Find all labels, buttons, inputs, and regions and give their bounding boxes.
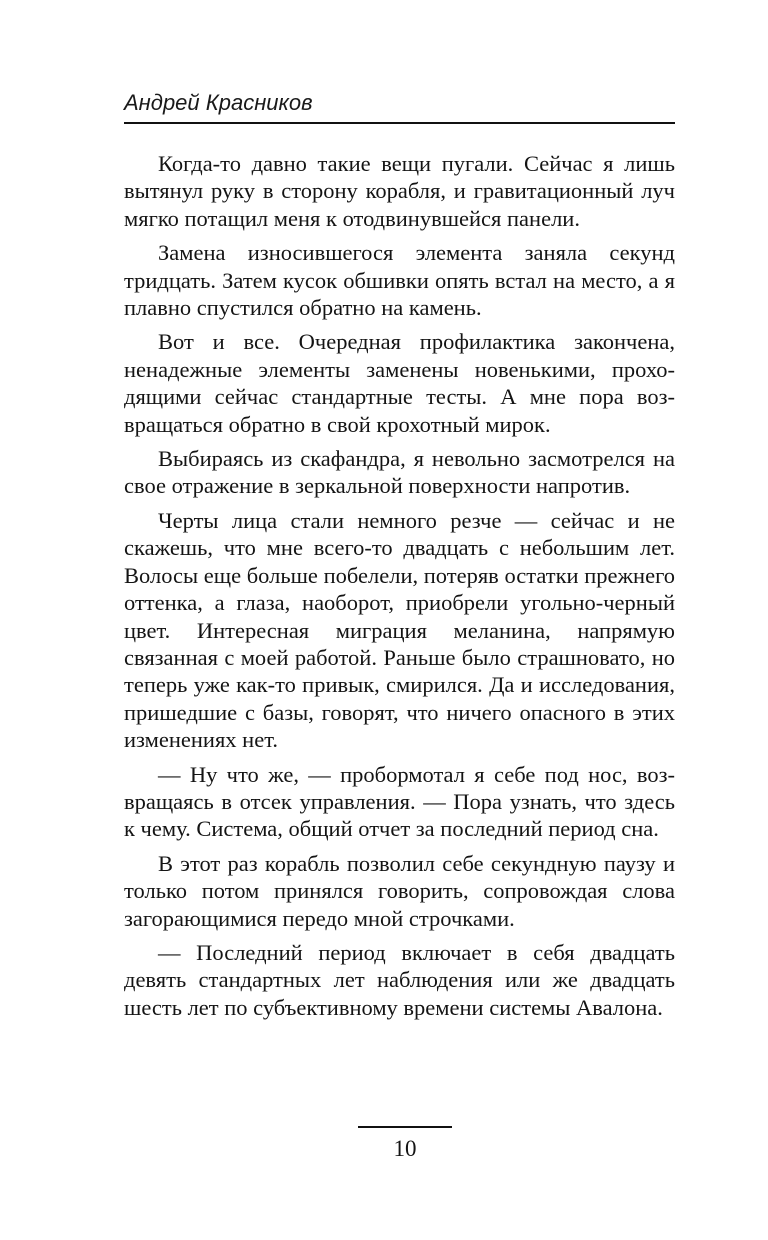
body-text: [124, 150, 675, 1021]
paragraph: Когда-то давно такие вещи пугали. Сейчас я лишь вытянул руку в сторону корабля, и гравитационный луч мягко потащил меня к отодвинувшейся панели.: [124, 151, 675, 231]
paragraph: — Ну что же, — пробормотал я себе под нос, возвращаясь в отсек управления. — Пора узнать, что здесь к чему. Система, общий отчет за последний период сна.: [124, 761, 675, 842]
paragraph: Черты лица стали немного резче — сейчас и не скажешь, что мне всего-то двадцать с небольшим лет. Волосы еще больше побелели, потеряв остатки прежнего оттенка, а глаза, наоборот, приобрели угольно-черный цвет. Интересная миграция меланина, напрямую связанная с моей работой. Раньше было страшновато, но теперь уже как-то привык, смирился. Да и исследования, пришедшие с базы, говорят, что ничего опасного в этих изменениях нет.: [124, 507, 675, 753]
running-header-author: Андрей Красников: [124, 90, 313, 115]
paragraph: — Последний период включает в себя двадцать девять стандартных лет наблюдения или же двадцать шесть лет по субъективному времени системы Авалона.: [124, 939, 675, 1020]
paragraph: Замена износившегося элемента заняла секунд тридцать. Затем кусок обшивки опять встал на место, а я плавно спустился обратно на камень.: [124, 240, 675, 321]
header-rule: [124, 122, 675, 124]
paragraph: Вот и все. Очередная профилактика закончена, ненадежные элементы заменены новенькими, проходящими сейчас стандартные тесты. А мне пора возвращаться обратно в свой крохотный мирок.: [124, 329, 675, 437]
footer-rule: [358, 1126, 452, 1128]
page-number: 10: [393, 1136, 417, 1161]
paragraph: Выбираясь из скафандра, я невольно засмотрелся на свое отражение в зеркальной поверхности напротив.: [124, 446, 675, 499]
paragraph: В этот раз корабль позволил себе секундную паузу и только потом принялся говорить, сопровождая слова загорающимися передо мной строчками.: [124, 850, 675, 931]
